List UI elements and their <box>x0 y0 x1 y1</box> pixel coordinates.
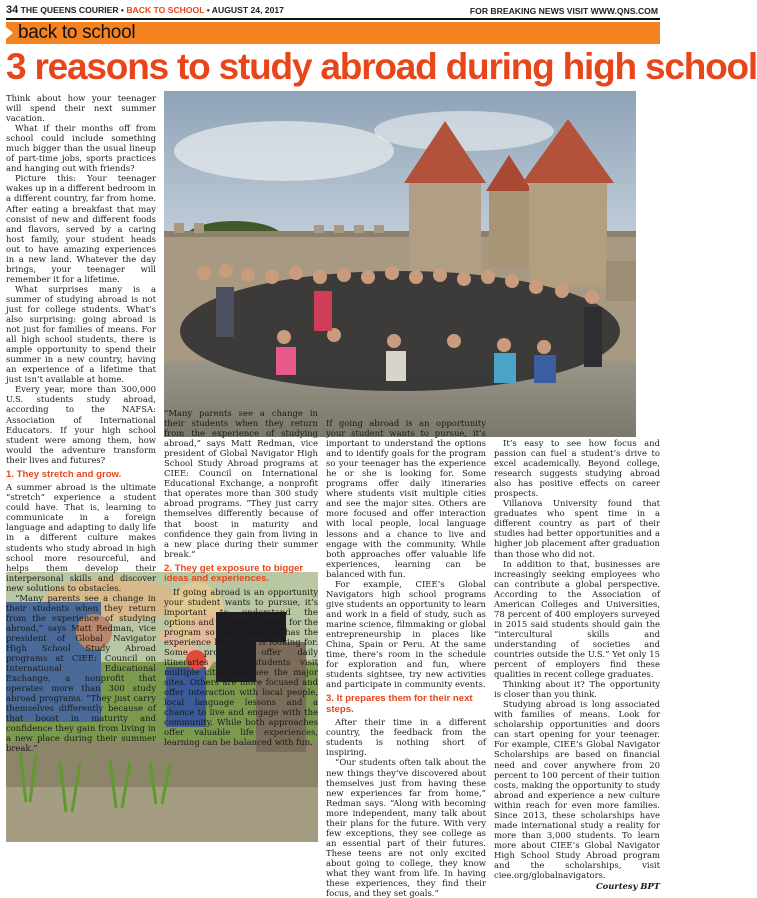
page-header <box>6 4 660 18</box>
section-heading-1: 1. They stretch and grow. <box>6 468 122 480</box>
separator-dot: • <box>206 5 212 15</box>
body-paragraph: Thinking about it? The opportunity is closer than you think. <box>494 679 660 700</box>
body-paragraph: “Many parents see a change in their students when they return from the experience of studying abroad,” says Matt Redman, vice president of Global Navigator High School Study Abroad programs at CIEE: Council on International Educational Exchange, a nonprofit that operates more than 300 study abroad programs. “They just carry themselves differently because of that boost in maturity and confidence they gain from living in a new place during their summer break.” <box>6 592 156 754</box>
page-title: 3 reasons to study abroad during high school <box>6 46 757 87</box>
banner-label: back to school <box>18 22 136 43</box>
body-paragraph: If going abroad is an opportunity your student wants to pursue, it’s important to understand the options and to identify goals for the program so your teenager has the experience he or she is looking for. Some programs offer daily itineraries where students visit multiple cities and see the major sites. Others are more focused and offer interaction with local people, local language lessons and a chance to live and engage with the community. While both approaches offer valuable life experiences, learning can be balanced with fun. <box>164 586 318 748</box>
section-banner <box>6 22 660 44</box>
body-paragraph-continued: If going abroad is an opportunity your student wants to pursue, it’s important to understand the options and to identify goals for the program so your teenager has the experience he or she is looking for. Some programs offer daily itineraries where students visit multiple cities and see the major sites. Others are more focused and offer interaction with local people, local language lessons and a chance to live and engage with the community. While both approaches offer valuable life experiences, learning can be balanced with fun. <box>326 418 486 579</box>
section-heading-3: 3. It prepares them for their next steps. <box>326 693 473 715</box>
body-paragraph: For example, CIEE’s Global Navigators high school programs give students an opportunity to learn and work in a field of study, such as marine science, filmmaking or global entrepreneurship in places like China, Spain or Peru. At the same time, there’s room in the schedule for exploration and fun, where students sightsee, try new activities and participate in community events. <box>326 578 486 690</box>
section-heading-2: 2. They get exposure to bigger ideas and experiences. <box>164 562 304 585</box>
separator-dot: • <box>120 5 127 15</box>
intro-paragraph: Every year, more than 300,000 U.S. students study abroad, according to the NAFSA: Association of International Educators. If your high school student were among them, how would the adventure transform their lives and futures? <box>6 384 156 465</box>
body-paragraph: Studying abroad is long associated with families of means. Look for scholarship opportunities and doors can start opening for your teenager. For example, CIEE’s Global Navigator Scholarships are based on financial need and cover anywhere from 20 percent to 100 percent of their tuition costs, making the opportunity to study abroad and experience a new culture within reach for even more families. Since 2013, these scholarships have made international study a reality for more than 3,000 students. To learn more about CIEE’s Global Navigator High School Study Abroad program and the scholarships, visit ciee.org/globalnavigators. <box>494 699 660 881</box>
page-number: 34 <box>6 4 19 16</box>
body-paragraph: “Our students often talk about the new things they’ve discovered about themselves just from having these new experiences far from home,” Redman says. “Along with becoming more independent, many talk about their plans for the future. With very few exceptions, they see college as an essential part of their futures. These teens are not only excited about going to college, they know what they want from life. In having these experiences, they find their focus, and they set goals.” <box>326 757 486 898</box>
section-name: BACK TO SCHOOL <box>126 5 205 15</box>
photo-credit: Courtesy BPT <box>595 881 660 892</box>
article-column-2 <box>164 408 318 748</box>
intro-paragraph: What surprises many is a summer of studying abroad is not just for college students. What’s also surprising: going abroad is not just for families of means. For all high school students, there is ample opportunity to spend their summer in a new country, having an experience of a lifetime that just isn’t available at home. <box>6 283 156 385</box>
publication-name: THE QUEENS COURIER <box>20 5 119 15</box>
body-paragraph: It’s easy to see how focus and passion can fuel a student’s drive to excel academically. Beyond college, research suggests studying abroad also has positive effects on career prospects. <box>494 438 660 499</box>
banner-arrow-icon <box>6 27 13 39</box>
intro-paragraph: What if their months off from school could include something much bigger than the usual lineup of part-time jobs, sports practices and hanging out with friends? <box>6 123 156 174</box>
header-rule <box>6 18 660 20</box>
intro-paragraph: Think about how your teenager will spend their next summer vacation. <box>6 93 156 124</box>
article-column-1 <box>6 93 156 754</box>
body-paragraph: Villanova University found that graduates who spent time in a different country as part of their studies had better opportunities and a higher job placement after graduation than those who did not. <box>494 498 660 559</box>
body-paragraph-continued: “Many parents see a change in their students when they return from the experience of studying abroad,” says Matt Redman, vice president of Global Navigator High School Study Abroad programs at CIEE: Council on International Educational Exchange, a nonprofit that operates more than 300 study abroad programs. “They just carry themselves differently because of that boost in maturity and confidence they gain from living in a new place during their summer break.” <box>164 408 318 559</box>
castle-group-photo <box>164 91 636 437</box>
body-paragraph: In addition to that, businesses are increasingly seeking employees who can contribute a global perspective. According to the Association of American Colleges and Universities, 78 percent of 400 employers surveyed in 2015 said students should gain the “intercultural skills and understanding of societies and countries outside the U.S.” Yet only 15 percent of employers find these qualities in recent college graduates. <box>494 558 660 680</box>
issue-date: AUGUST 24, 2017 <box>211 5 284 15</box>
article-column-4 <box>494 438 660 892</box>
body-paragraph: After their time in a different country, the feedback from the students is nothing short of inspiring. <box>326 717 486 758</box>
intro-paragraph: Picture this: Your teenager wakes up in a different bedroom in a different country, far from home. After eating a breakfast that may consist of new and different foods and flavors, served by a caring host family, your student heads out to have amazing experiences in a new land. Whatever the day brings, your teenager will remember it for a lifetime. <box>6 173 156 284</box>
body-paragraph: A summer abroad is the ultimate “stretch” experience a student could have. That is, learning to communicate in a foreign language and adapting to daily life in a different culture makes students who study abroad in high school more resourceful, and helps them develop their interpersonal skills and discover new solutions to obstacles. <box>6 482 156 593</box>
breaking-news-link[interactable]: FOR BREAKING NEWS VISIT WWW.QNS.COM <box>469 6 658 16</box>
article-column-3 <box>326 418 486 898</box>
